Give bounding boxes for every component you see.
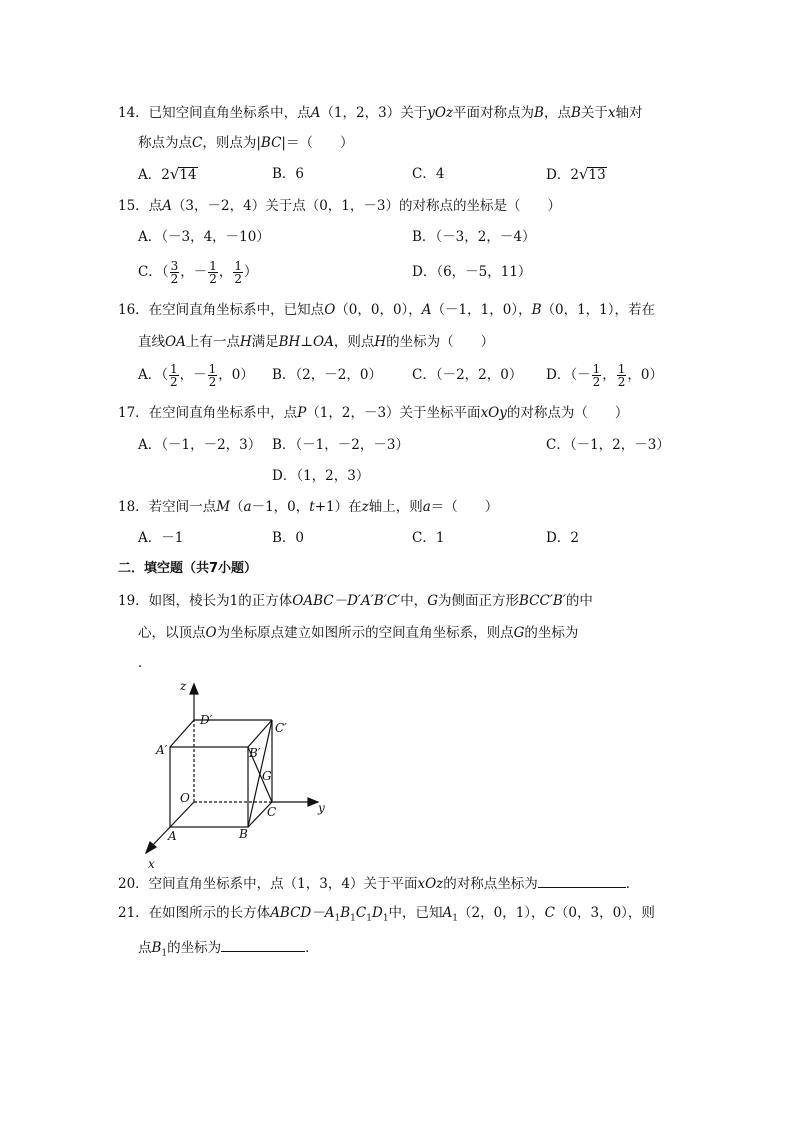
label-B-prime: B′ <box>249 746 261 760</box>
q18-option-d: D．2 <box>546 530 579 546</box>
label-C-prime: C′ <box>275 721 287 735</box>
q19-line3: ． <box>138 655 152 671</box>
answer-blank[interactable] <box>221 937 305 952</box>
label-D-prime: D′ <box>200 713 213 727</box>
label-O: O <box>180 791 190 805</box>
fraction: $\frac{1}{2}$ <box>209 259 217 286</box>
q17-option-a: A．（－1，－2，3） <box>138 437 262 453</box>
q20-line1: 20．空间直角坐标系中，点（1，3，4）关于平面xOz的对称点坐标为 ． <box>118 873 639 893</box>
label-A: A <box>168 829 177 843</box>
label-B: B <box>239 827 248 841</box>
q15-option-a: A．（－3，4，－10） <box>138 229 270 245</box>
q21-line2: 点$B_1$的坐标为 ． <box>138 937 319 963</box>
q15-line1: 15．点A（3，－2，4）关于点（0，1，－3）的对称点的坐标是（ ） <box>118 198 561 214</box>
q14-option-a: A．2√14 <box>138 165 197 183</box>
q15-option-c: C．（ $\frac{3}{2}$ ，－ $\frac{1}{2}$ ， $\frac{1}{2}$ ） <box>138 259 258 286</box>
q16-option-d: D．（－ $\frac{1}{2}$ ， $\frac{1}{2}$ ，0） <box>546 362 663 389</box>
q14-line2: 称点为点C，则点为|BC|＝（ ） <box>138 135 354 151</box>
q17-option-d: D．（1，2，3） <box>272 468 370 484</box>
y-axis-arrow <box>308 798 318 806</box>
q15-option-b: B．（－3，2，－4） <box>412 229 536 245</box>
q19-line1: 19．如图，棱长为1的正方体OABC－D′A′B′C′中，G为侧面正方形BCC′B′的中 <box>118 593 593 609</box>
fraction: $\frac{1}{2}$ <box>170 362 178 389</box>
fraction: $\frac{1}{2}$ <box>617 362 626 389</box>
section-heading: 二．填空题（共7小题） <box>118 561 258 576</box>
q15-option-d: D．（6，－5，11） <box>412 264 532 280</box>
q17-option-c: C．（－1，2，－3） <box>546 437 670 453</box>
q18-option-c: C．1 <box>412 530 445 546</box>
q18-line1: 18．若空间一点M（a－1，0，t+1）在z轴上，则a＝（ ） <box>118 499 499 515</box>
q17-option-b: B．（－1，－2，－3） <box>272 437 409 453</box>
z-axis-arrow <box>190 684 198 694</box>
fraction: $\frac{1}{2}$ <box>234 259 243 286</box>
q19-line2: 心，以顶点O为坐标原点建立如图所示的空间直角坐标系，则点G的坐标为 <box>138 625 579 641</box>
q16-line2: 直线OA上有一点H满足BH⊥OA，则点H的坐标为（ ） <box>138 334 495 350</box>
q17-line1: 17．在空间直角坐标系中，点P（1，2，－3）关于坐标平面xOy的对称点为（ ） <box>118 405 629 421</box>
cube-figure <box>136 672 336 872</box>
label-z: z <box>180 679 187 693</box>
q18-option-b: B．0 <box>272 530 305 546</box>
label-A-prime: A′ <box>156 743 168 757</box>
q14-line1: 14．已知空间直角坐标系中，点A（1，2，3）关于yOz平面对称点为B，点B关于x轴对 <box>118 105 643 121</box>
label-G: G <box>262 769 272 783</box>
label-y: y <box>318 801 325 815</box>
q16-option-b: B．（2，－2，0） <box>272 367 382 383</box>
fraction: $\frac{1}{2}$ <box>592 362 601 389</box>
q14-option-c: C．4 <box>412 166 445 182</box>
fraction: $\frac{1}{2}$ <box>208 362 217 389</box>
q16-line1: 16．在空间直角坐标系中，已知点O（0，0，0），A（－1，1，0），B（0，1，1），若在 <box>118 302 656 318</box>
answer-blank[interactable] <box>538 873 626 888</box>
q16-option-c: C．（－2，2，0） <box>412 367 523 383</box>
q14-option-d: D．2√13 <box>546 165 606 183</box>
q14-option-b: B．6 <box>272 166 305 182</box>
edge <box>170 720 194 747</box>
q21-line1: 21．在如图所示的长方体$ABCD-A_1B_1C_1D_1$中，已知$A_1(2$，0，1），C（0，3，0），则 <box>118 905 655 924</box>
q16-option-a: A．（ $\frac{1}{2}$ ，－ $\frac{1}{2}$ ，0） <box>138 362 254 389</box>
label-C: C <box>267 805 277 819</box>
q18-option-a: A．－1 <box>138 530 184 546</box>
fraction: $\frac{3}{2}$ <box>170 259 179 286</box>
label-x: x <box>148 857 155 871</box>
